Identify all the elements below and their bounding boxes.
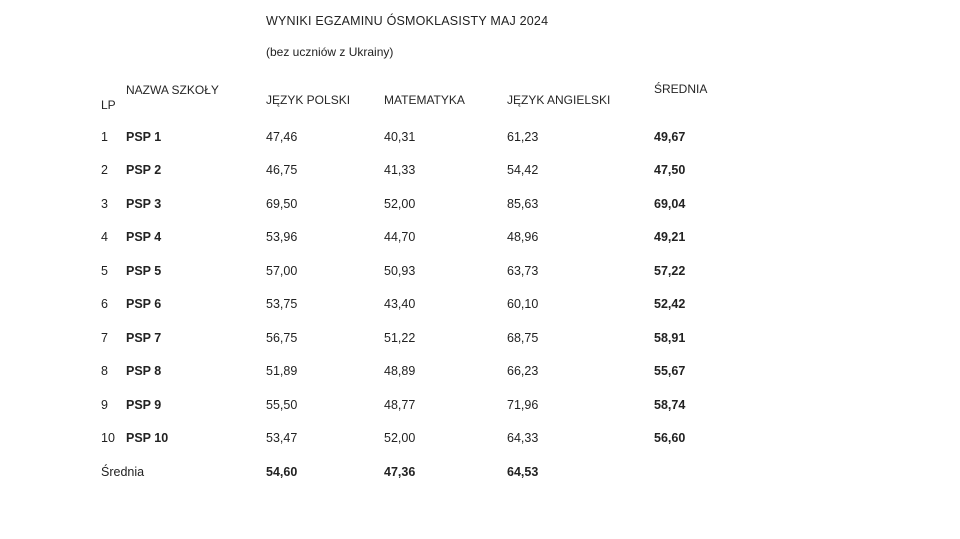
row-school-name: PSP 1 bbox=[126, 130, 162, 144]
row-polish: 53,75 bbox=[266, 297, 298, 311]
row-average: 58,74 bbox=[654, 398, 686, 412]
row-polish: 53,47 bbox=[266, 431, 298, 445]
row-school-name: PSP 6 bbox=[126, 297, 162, 311]
row-math: 48,89 bbox=[384, 364, 416, 378]
row-lp: 5 bbox=[101, 264, 108, 278]
row-math: 43,40 bbox=[384, 297, 416, 311]
row-math: 41,33 bbox=[384, 163, 416, 177]
row-school-name: PSP 10 bbox=[126, 431, 169, 445]
row-lp: 6 bbox=[101, 297, 108, 311]
average-polish: 54,60 bbox=[266, 465, 298, 479]
row-polish: 53,96 bbox=[266, 230, 298, 244]
row-school-name: PSP 8 bbox=[126, 364, 162, 378]
row-school-name: PSP 9 bbox=[126, 398, 162, 412]
table-row bbox=[0, 230, 960, 250]
row-school-name: PSP 5 bbox=[126, 264, 162, 278]
row-math: 51,22 bbox=[384, 331, 416, 345]
row-math: 50,93 bbox=[384, 264, 416, 278]
row-english: 71,96 bbox=[507, 398, 539, 412]
table-row bbox=[0, 364, 960, 384]
table-row bbox=[0, 130, 960, 150]
row-lp: 10 bbox=[101, 431, 115, 445]
row-lp: 2 bbox=[101, 163, 108, 177]
row-lp: 3 bbox=[101, 197, 108, 211]
row-polish: 69,50 bbox=[266, 197, 298, 211]
row-average: 55,67 bbox=[654, 364, 686, 378]
row-average: 52,42 bbox=[654, 297, 686, 311]
table-row bbox=[0, 398, 960, 418]
row-school-name: PSP 2 bbox=[126, 163, 162, 177]
row-lp: 8 bbox=[101, 364, 108, 378]
average-row bbox=[0, 465, 960, 485]
row-average: 57,22 bbox=[654, 264, 686, 278]
row-lp: 4 bbox=[101, 230, 108, 244]
row-polish: 46,75 bbox=[266, 163, 298, 177]
row-english: 54,42 bbox=[507, 163, 539, 177]
page-subtitle: (bez uczniów z Ukrainy) bbox=[266, 45, 394, 59]
row-school-name: PSP 3 bbox=[126, 197, 162, 211]
row-average: 49,67 bbox=[654, 130, 686, 144]
header-polish: JĘZYK POLSKI bbox=[266, 93, 351, 107]
row-english: 61,23 bbox=[507, 130, 539, 144]
table-row bbox=[0, 163, 960, 183]
header-average: ŚREDNIA bbox=[654, 82, 708, 96]
row-polish: 57,00 bbox=[266, 264, 298, 278]
page-title: WYNIKI EGZAMINU ÓSMOKLASISTY MAJ 2024 bbox=[266, 14, 549, 28]
row-english: 60,10 bbox=[507, 297, 539, 311]
row-lp: 7 bbox=[101, 331, 108, 345]
row-average: 47,50 bbox=[654, 163, 686, 177]
header-math: MATEMATYKA bbox=[384, 93, 465, 107]
table-row bbox=[0, 264, 960, 284]
table-row bbox=[0, 431, 960, 451]
row-school-name: PSP 4 bbox=[126, 230, 162, 244]
table-row bbox=[0, 297, 960, 317]
header-school-name: NAZWA SZKOŁY bbox=[126, 83, 219, 97]
row-lp: 9 bbox=[101, 398, 108, 412]
row-english: 66,23 bbox=[507, 364, 539, 378]
row-english: 63,73 bbox=[507, 264, 539, 278]
table-row bbox=[0, 197, 960, 217]
average-english: 64,53 bbox=[507, 465, 539, 479]
row-english: 85,63 bbox=[507, 197, 539, 211]
row-math: 52,00 bbox=[384, 431, 416, 445]
row-polish: 55,50 bbox=[266, 398, 298, 412]
row-math: 48,77 bbox=[384, 398, 416, 412]
row-school-name: PSP 7 bbox=[126, 331, 162, 345]
row-english: 68,75 bbox=[507, 331, 539, 345]
row-english: 48,96 bbox=[507, 230, 539, 244]
row-polish: 51,89 bbox=[266, 364, 298, 378]
header-lp: LP bbox=[101, 98, 116, 112]
row-math: 52,00 bbox=[384, 197, 416, 211]
row-average: 49,21 bbox=[654, 230, 686, 244]
row-lp: 1 bbox=[101, 130, 108, 144]
table-row bbox=[0, 331, 960, 351]
average-row-label: Średnia bbox=[101, 465, 145, 479]
row-english: 64,33 bbox=[507, 431, 539, 445]
row-average: 58,91 bbox=[654, 331, 686, 345]
header-english: JĘZYK ANGIELSKI bbox=[507, 93, 611, 107]
row-math: 44,70 bbox=[384, 230, 416, 244]
row-average: 69,04 bbox=[654, 197, 686, 211]
average-math: 47,36 bbox=[384, 465, 416, 479]
row-polish: 56,75 bbox=[266, 331, 298, 345]
row-average: 56,60 bbox=[654, 431, 686, 445]
row-math: 40,31 bbox=[384, 130, 416, 144]
row-polish: 47,46 bbox=[266, 130, 298, 144]
